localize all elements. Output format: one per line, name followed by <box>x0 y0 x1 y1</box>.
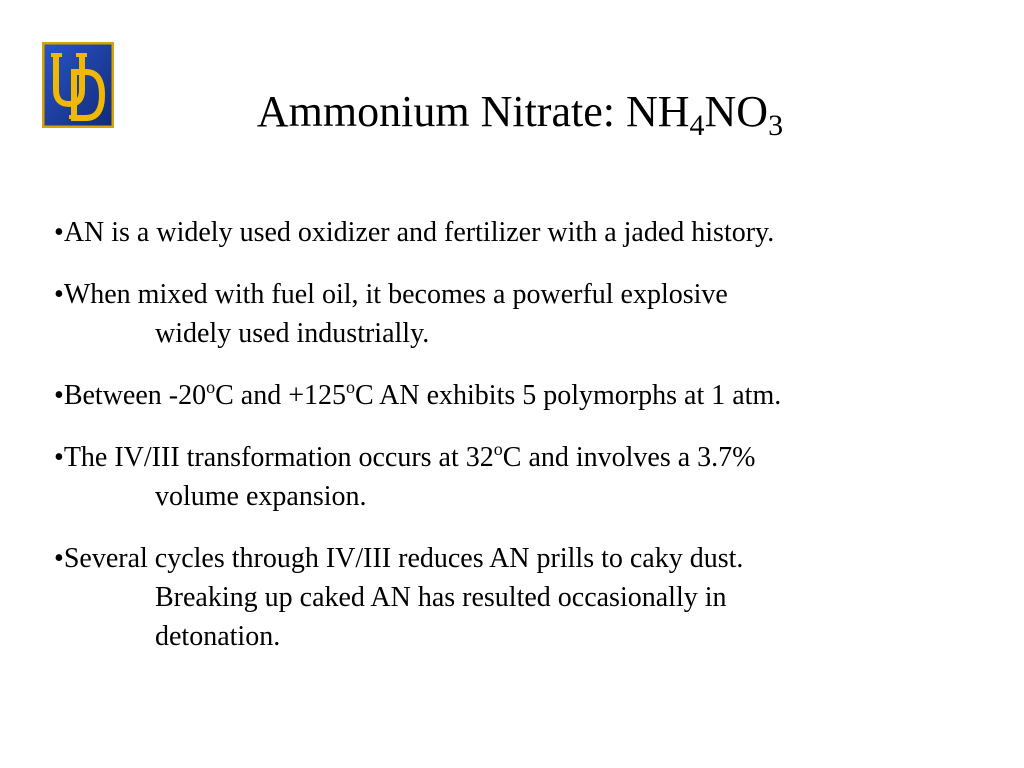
bullet-item <box>54 214 1014 252</box>
bullet-marker: • <box>54 217 64 248</box>
bullet-part-2: C and involves a 3.7% <box>502 442 756 473</box>
bullet-list <box>54 214 1014 680</box>
bullet-item <box>54 540 1014 656</box>
bullet-line-1: When mixed with fuel oil, it becomes a powerful explosive <box>63 279 728 310</box>
bullet-marker: • <box>54 380 64 411</box>
bullet-part-2: C and +125 <box>215 380 347 411</box>
bullet-line-3: detonation. <box>155 621 281 652</box>
bullet-part-1: The IV/III transformation occurs at 32 <box>63 442 494 473</box>
bullet-marker: • <box>54 279 64 310</box>
bullet-text <box>54 439 1014 477</box>
bullet-line-2: Breaking up caked AN has resulted occasionally in <box>155 582 727 613</box>
degree-superscript: o <box>206 377 216 397</box>
bullet-item <box>54 439 1014 516</box>
bullet-text <box>54 540 1014 578</box>
bullet-line-1: AN is a widely used oxidizer and fertilizer with a jaded history. <box>63 217 775 248</box>
bullet-line-2: volume expansion. <box>155 481 367 512</box>
title-text: Ammonium Nitrate: NH <box>256 87 690 136</box>
bullet-marker: • <box>54 442 64 473</box>
bullet-item <box>54 276 1014 353</box>
bullet-part-3: C AN exhibits 5 polymorphs at 1 atm. <box>355 380 782 411</box>
title-subscript-3: 3 <box>768 109 784 142</box>
bullet-marker: • <box>54 543 64 574</box>
bullet-text <box>54 214 1014 252</box>
bullet-text <box>54 377 1014 415</box>
degree-superscript: o <box>493 439 503 459</box>
bullet-text <box>54 276 1014 314</box>
bullet-part-1: Between -20 <box>63 380 207 411</box>
title-subscript-4: 4 <box>689 109 705 142</box>
slide-title <box>0 84 1024 140</box>
bullet-item <box>54 377 1014 415</box>
title-text-no: NO <box>704 87 769 136</box>
bullet-line-2: widely used industrially. <box>155 318 430 349</box>
degree-superscript: o <box>346 377 356 397</box>
bullet-line-1: Several cycles through IV/III reduces AN prills to caky dust. <box>63 543 744 574</box>
